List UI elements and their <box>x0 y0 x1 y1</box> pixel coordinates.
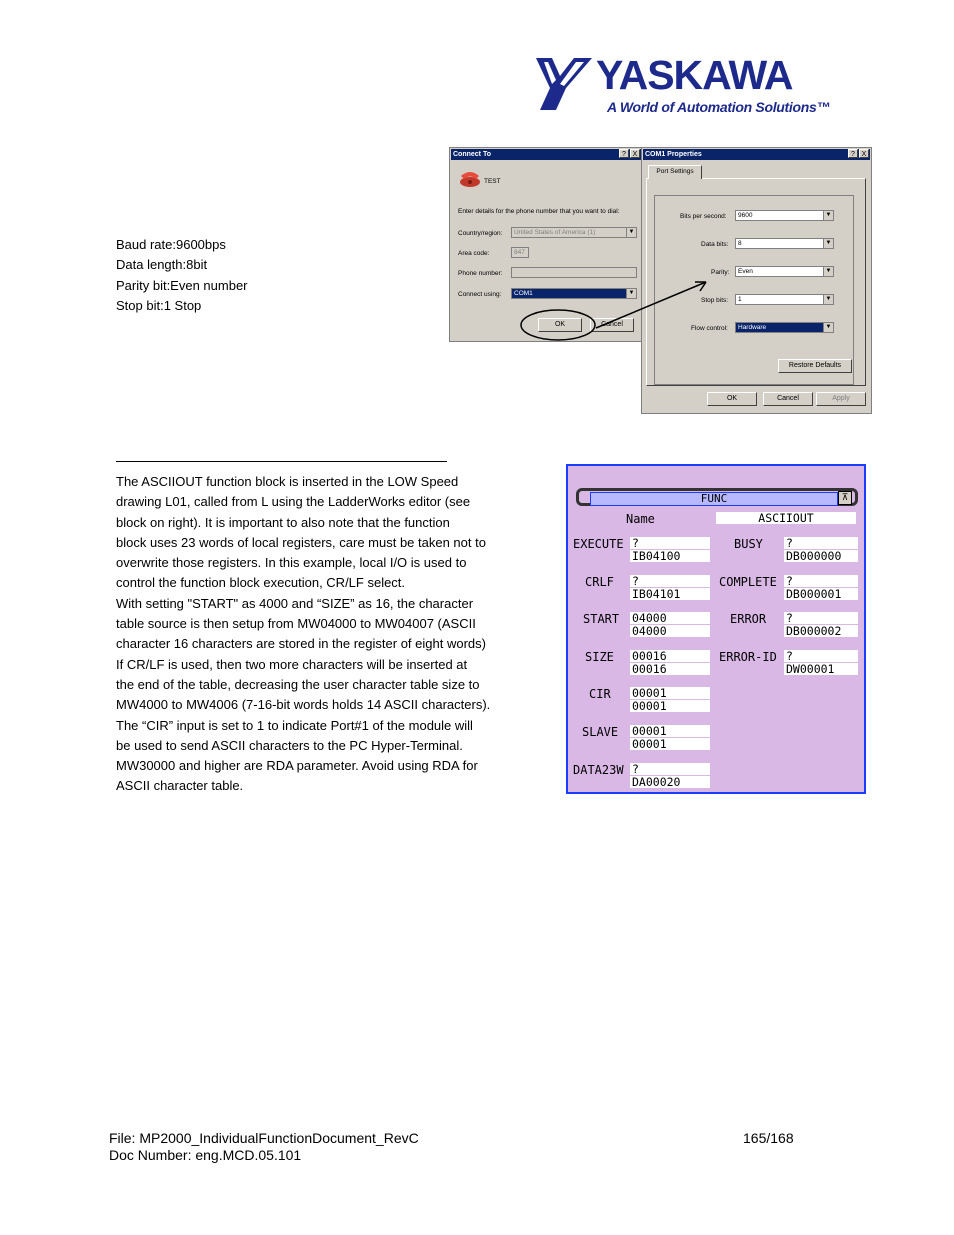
error-id-label: ERROR-ID <box>719 650 777 664</box>
area-code-input[interactable]: 847 <box>511 247 529 258</box>
flow-control-select[interactable] <box>735 322 834 333</box>
com-dialog-titlebar <box>643 149 870 160</box>
chevron-down-icon: ▼ <box>823 239 833 248</box>
footer-file: File: MP2000_IndividualFunctionDocument_RevC <box>109 1130 419 1146</box>
error-value-1[interactable]: ? <box>784 612 858 624</box>
connect-help-button[interactable]: ? <box>619 149 629 158</box>
error-label: ERROR <box>730 612 767 626</box>
stop-bits-label: Stop bits: <box>701 297 729 304</box>
yaskawa-logo <box>530 52 830 122</box>
para-line: MW30000 and higher are RDA parameter. Avoid using RDA for <box>116 758 478 774</box>
section-divider <box>116 461 447 462</box>
cir-label: CIR <box>589 687 611 701</box>
flow-control-label: Flow control: <box>691 325 728 332</box>
para-line: overwrite those registers. In this example, local I/O is used to <box>116 555 467 571</box>
connect-using-value: COM1 <box>514 290 533 297</box>
brand-name: YASKAWA <box>596 52 793 98</box>
para-line: the end of the table, decreasing the user character table size to <box>116 676 480 692</box>
com-help-button[interactable]: ? <box>848 149 858 158</box>
data23w-value-2[interactable]: DA00020 <box>630 776 710 788</box>
para-line: block uses 23 words of local registers, care must be taken not to <box>116 534 486 550</box>
para-line: MW4000 to MW4006 (7-16-bit words holds 14 ASCII characters). <box>116 697 491 713</box>
stop-bits-value: 1 <box>738 296 742 303</box>
data23w-label: DATA23W <box>573 763 624 777</box>
brand-tagline: A World of Automation Solutions™ <box>607 99 831 115</box>
para-line: block on right). It is important to also note that the function <box>116 514 450 530</box>
data23w-value-1[interactable]: ? <box>630 763 710 775</box>
data-bits-value: 8 <box>738 240 742 247</box>
collapse-icon[interactable]: ⊼ <box>838 491 852 505</box>
busy-label: BUSY <box>734 537 763 551</box>
stop-bit-text: Stop bit:1 Stop <box>116 298 202 314</box>
crlf-value-2[interactable]: IB04101 <box>630 588 710 600</box>
start-value-2[interactable]: 04000 <box>630 625 710 637</box>
connect-dialog-titlebar <box>451 149 641 160</box>
para-line: If CR/LF is used, then two more characters will be inserted at <box>116 656 468 672</box>
com-dialog-title: COM1 Properties <box>645 151 702 158</box>
busy-value-2[interactable]: DB000000 <box>784 550 858 562</box>
complete-value-2[interactable]: DB000001 <box>784 588 858 600</box>
connect-ok-button[interactable]: OK <box>538 318 582 332</box>
footer-doc-number: Doc Number: eng.MCD.05.101 <box>109 1147 302 1163</box>
stop-bits-select[interactable] <box>735 294 834 305</box>
data-bits-select[interactable] <box>735 238 834 249</box>
serial-settings <box>116 235 248 317</box>
start-value-1[interactable]: 04000 <box>630 612 710 624</box>
busy-value-1[interactable]: ? <box>784 537 858 549</box>
para-line: table source is then setup from MW04000 to MW04007 (ASCII <box>116 616 476 632</box>
error-id-value-1[interactable]: ? <box>784 650 858 662</box>
data-bits-label: Data bits: <box>701 241 729 248</box>
ok-highlight-ellipse <box>521 310 595 340</box>
chevron-down-icon: ▼ <box>823 211 833 220</box>
crlf-value-1[interactable]: ? <box>630 575 710 587</box>
connect-dialog-title: Connect To <box>453 151 491 158</box>
connection-name: TEST <box>484 178 501 185</box>
parity-text: Parity bit:Even number <box>116 277 248 293</box>
para-line: drawing L01, called from L using the LadderWorks editor (see <box>116 494 471 510</box>
execute-value-2[interactable]: IB04100 <box>630 550 710 562</box>
com-apply-button[interactable]: Apply <box>816 392 866 406</box>
connect-using-label: Connect using: <box>458 291 502 298</box>
country-label: Country/region: <box>458 230 503 237</box>
execute-value-1[interactable]: ? <box>630 537 710 549</box>
func-header: FUNC <box>590 492 838 506</box>
chevron-down-icon: ▼ <box>626 289 636 298</box>
size-value-2[interactable]: 00016 <box>630 663 710 675</box>
error-value-2[interactable]: DB000002 <box>784 625 858 637</box>
para-line: With setting "START" as 4000 and “SIZE” as 16, the character <box>116 595 474 611</box>
execute-label: EXECUTE <box>573 537 624 551</box>
com-cancel-button[interactable]: Cancel <box>763 392 813 406</box>
parity-select[interactable] <box>735 266 834 277</box>
baud-rate-text: Baud rate:9600bps <box>116 237 226 252</box>
start-label: START <box>583 612 620 626</box>
para-line: be used to send ASCII characters to the PC Hyper-Terminal. <box>116 737 463 753</box>
para-line: ASCII character table. <box>116 778 244 794</box>
chevron-down-icon: ▼ <box>823 323 833 332</box>
para-line: control the function block execution, CR/LF select. <box>116 575 406 591</box>
chevron-down-icon: ▼ <box>823 267 833 276</box>
name-value[interactable]: ASCIIOUT <box>716 512 856 524</box>
chevron-down-icon: ▼ <box>823 295 833 304</box>
flow-control-value: Hardware <box>738 324 767 331</box>
ascii-out-function-block[interactable] <box>566 464 866 794</box>
phone-icon <box>458 168 482 188</box>
area-code-label: Area code: <box>458 250 490 257</box>
para-line: The ASCIIOUT function block is inserted in the LOW Speed <box>116 474 459 489</box>
country-select[interactable] <box>511 227 637 238</box>
com-close-button[interactable]: X <box>859 149 869 158</box>
slave-value-2[interactable]: 00001 <box>630 738 710 750</box>
complete-label: COMPLETE <box>719 575 777 589</box>
restore-defaults-button[interactable]: Restore Defaults <box>778 359 852 373</box>
complete-value-1[interactable]: ? <box>784 575 858 587</box>
bits-per-second-value: 9600 <box>738 212 753 219</box>
bits-per-second-select[interactable] <box>735 210 834 221</box>
cir-value-1[interactable]: 00001 <box>630 687 710 699</box>
connect-cancel-button[interactable]: Cancel <box>590 318 634 332</box>
slave-value-1[interactable]: 00001 <box>630 725 710 737</box>
parity-value: Even <box>738 268 753 275</box>
yaskawa-logo-mark-icon <box>530 54 600 112</box>
ascii-out-description <box>116 472 556 797</box>
connect-instructions: Enter details for the phone number that you want to dial: <box>458 208 620 215</box>
error-id-value-2[interactable]: DW00001 <box>784 663 858 675</box>
size-value-1[interactable]: 00016 <box>630 650 710 662</box>
data-length-text: Data length:8bit <box>116 257 208 273</box>
com-ok-button[interactable]: OK <box>707 392 757 406</box>
footer-page: 165/168 <box>743 1130 794 1146</box>
size-label: SIZE <box>585 650 614 664</box>
phone-number-label: Phone number: <box>458 270 503 277</box>
slave-label: SLAVE <box>582 725 619 739</box>
para-line: The “CIR” input is set to 1 to indicate Port#1 of the module will <box>116 717 473 733</box>
annotation-arrow-line <box>596 282 706 328</box>
name-label: Name <box>626 512 655 526</box>
tab-port-settings[interactable]: Port Settings <box>648 165 702 179</box>
para-line: character 16 characters are stored in the register of eight words) <box>116 636 486 652</box>
crlf-label: CRLF <box>585 575 614 589</box>
annotation-overlay <box>500 270 720 350</box>
chevron-down-icon: ▼ <box>626 228 636 237</box>
connect-close-button[interactable]: X <box>630 149 640 158</box>
parity-label: Parity: <box>711 269 730 276</box>
cir-value-2[interactable]: 00001 <box>630 700 710 712</box>
country-value: United States of America (1) <box>514 229 596 236</box>
bits-per-second-label: Bits per second: <box>680 213 727 220</box>
